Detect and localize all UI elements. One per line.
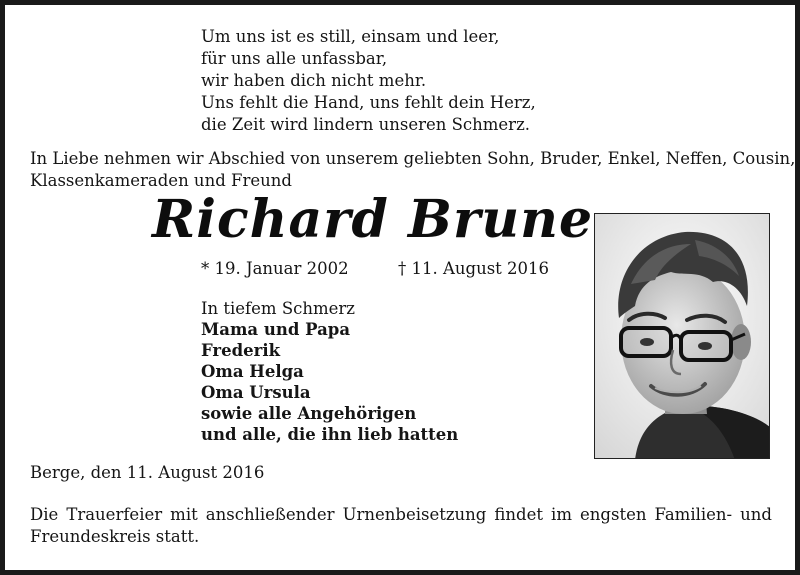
place-and-date: Berge, den 11. August 2016 bbox=[30, 463, 265, 482]
mourner-name: sowie alle Angehörigen bbox=[201, 404, 417, 423]
mourner-name: Oma Helga bbox=[201, 362, 304, 381]
memorial-poem bbox=[201, 26, 536, 136]
birth-date: * 19. Januar 2002 bbox=[201, 259, 349, 278]
mourners-list bbox=[201, 298, 458, 445]
mourner-name: Frederik bbox=[201, 341, 281, 360]
portrait-icon bbox=[595, 214, 770, 459]
poem-line: Uns fehlt die Hand, uns fehlt dein Herz, bbox=[201, 93, 536, 112]
intro-line-2: Klassenkameraden und Freund bbox=[30, 171, 292, 190]
farewell-intro bbox=[30, 148, 795, 192]
death-date: † 11. August 2016 bbox=[398, 259, 550, 278]
mourners-heading: In tiefem Schmerz bbox=[201, 299, 355, 318]
poem-line: für uns alle unfassbar, bbox=[201, 49, 388, 68]
poem-line: die Zeit wird lindern unseren Schmerz. bbox=[201, 115, 531, 134]
funeral-notice bbox=[30, 504, 772, 548]
notice-line-1: Die Trauerfeier mit anschließender Urnenbeisetzung findet im engsten Familien- und bbox=[30, 505, 772, 524]
deceased-name: Richard Brune bbox=[152, 189, 594, 250]
poem-line: wir haben dich nicht mehr. bbox=[201, 71, 427, 90]
mourner-name: Mama und Papa bbox=[201, 320, 351, 339]
intro-line-1: In Liebe nehmen wir Abschied von unserem geliebten Sohn, Bruder, Enkel, Neffen, Cousin, bbox=[30, 149, 796, 168]
portrait-photo bbox=[594, 213, 770, 459]
mourner-name: und alle, die ihn lieb hatten bbox=[201, 425, 459, 444]
mourner-name: Oma Ursula bbox=[201, 383, 311, 402]
notice-line-2: Freundeskreis statt. bbox=[30, 527, 200, 546]
poem-line: Um uns ist es still, einsam und leer, bbox=[201, 27, 500, 46]
